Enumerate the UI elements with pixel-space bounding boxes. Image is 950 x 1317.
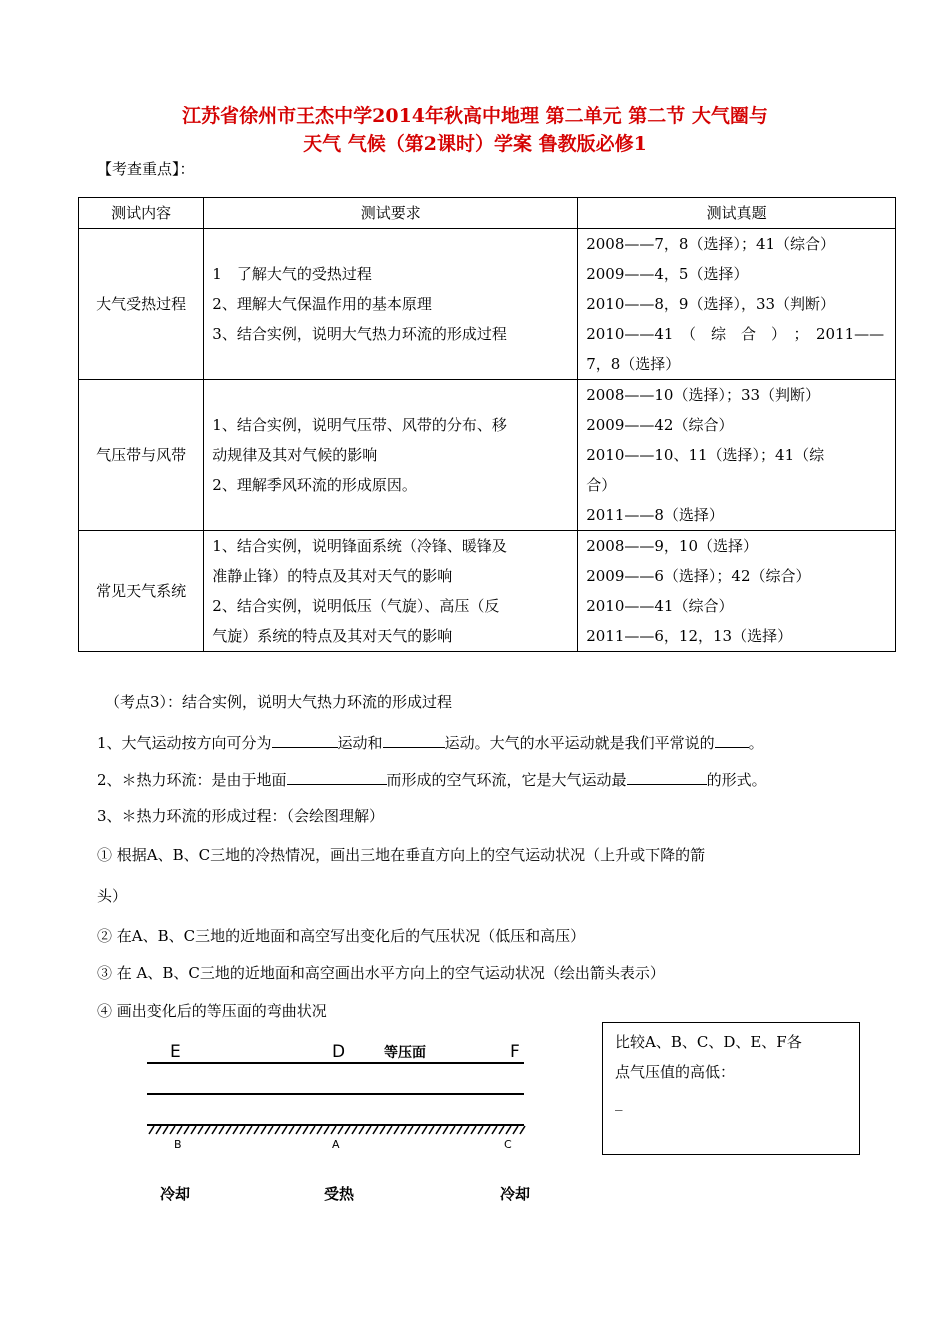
hatch-mark [184, 1126, 189, 1134]
q1-text-a: 1、大气运动按方向可分为 [97, 734, 272, 752]
compare-pressure-box [602, 1022, 860, 1155]
hatch-mark [268, 1126, 273, 1134]
hatch-mark [310, 1126, 315, 1134]
question-line: 2008——10（选择）；33（判断） [586, 386, 821, 404]
question-line: 2008——9，10（选择） [586, 537, 759, 555]
question-line: 合） [586, 476, 617, 494]
hatch-mark [275, 1126, 280, 1134]
row-requirements [204, 380, 578, 531]
requirement-line: 准静止锋）的特点及其对天气的影响 [212, 567, 453, 585]
label-f: F [510, 1042, 520, 1062]
q1-text-d: 。 [748, 734, 764, 752]
q1-text-c: 运动。大气的水平运动就是我们平常说的 [444, 734, 715, 752]
question-line: 7，8（选择） [586, 355, 681, 373]
requirement-line: 气旋）系统的特点及其对天气的影响 [212, 627, 453, 645]
label-cooling-left: 冷却 [160, 1185, 191, 1203]
hatch-mark [338, 1126, 343, 1134]
hatch-mark [191, 1126, 196, 1134]
document-title-line2: 天气 气候（第2课时）学案 鲁教版必修1 [303, 133, 647, 155]
hatch-mark [415, 1126, 420, 1134]
question-line: 2010——8，9（选择），33（判断） [586, 295, 836, 313]
step-2: ② 在A、B、C三地的近地面和高空写出变化后的气压状况（低压和高压） [97, 927, 586, 945]
question-1 [97, 731, 764, 754]
hatch-mark [317, 1126, 322, 1134]
table-header-row [79, 198, 896, 229]
step-3: ③ 在 A、B、C三地的近地面和高空画出水平方向上的空气运动状况（绘出箭头表示） [97, 964, 665, 982]
table-header: 测试内容 [79, 198, 204, 229]
hatch-mark [205, 1126, 210, 1134]
hatch-mark [226, 1126, 231, 1134]
q2-blank-2[interactable] [627, 768, 707, 785]
hatch-mark [394, 1126, 399, 1134]
hatch-mark [366, 1126, 371, 1134]
label-c: C [504, 1138, 512, 1151]
question-line: 2011——8（选择） [586, 506, 724, 524]
step-4: ④ 画出变化后的等压面的弯曲状况 [97, 1002, 327, 1020]
requirement-line: 3、结合实例，说明大气热力环流的形成过程 [212, 325, 507, 343]
thermal-circulation-diagram [140, 1040, 540, 1210]
hatch-mark [345, 1126, 350, 1134]
hatch-mark [163, 1126, 168, 1134]
hatch-mark [513, 1126, 518, 1134]
hatch-mark [324, 1126, 329, 1134]
question-line: 2010——41（综合） [586, 597, 734, 615]
hatch-mark [373, 1126, 378, 1134]
compare-line-1: 比较A、B、C、D、E、F各 [615, 1033, 802, 1051]
focus-label: 【考查重点】： [97, 160, 195, 178]
hatch-mark [289, 1126, 294, 1134]
step-1: ① 根据A、B、C三地的冷热情况，画出三地在垂直方向上的空气运动状况（上升或下降的箭 [97, 846, 706, 864]
hatch-mark [359, 1126, 364, 1134]
hatch-mark [492, 1126, 497, 1134]
hatch-mark [240, 1126, 245, 1134]
hatch-mark [254, 1126, 259, 1134]
question-line: 2010——41 （ 综 合 ） ； 2011—— [586, 325, 885, 343]
requirements-table [78, 197, 896, 652]
hatch-mark [233, 1126, 238, 1134]
table-row [79, 531, 896, 652]
hatch-mark [485, 1126, 490, 1134]
hatch-mark [177, 1126, 182, 1134]
row-requirements [204, 229, 578, 380]
row-requirements [204, 531, 578, 652]
table-row [79, 229, 896, 380]
isobar-label: 等压面 [384, 1045, 426, 1061]
requirement-line: 2、理解大气保温作用的基本原理 [212, 295, 432, 313]
hatch-mark [352, 1126, 357, 1134]
table-row [79, 380, 896, 531]
row-questions [578, 380, 896, 531]
hatch-mark [457, 1126, 462, 1134]
question-line: 2009——4，5（选择） [586, 265, 749, 283]
q1-text-b: 运动和 [337, 734, 383, 752]
hatch-mark [212, 1126, 217, 1134]
q2-text-b: 而形成的空气环流，它是大气运动最 [386, 771, 627, 789]
hatch-mark [261, 1126, 266, 1134]
label-d: D [332, 1042, 346, 1062]
row-content: 常见天气系统 [79, 531, 204, 652]
hatch-mark [520, 1126, 525, 1134]
requirement-line: 1、结合实例，说明气压带、风带的分布、移 [212, 416, 507, 434]
q2-blank-1[interactable] [287, 768, 387, 785]
requirement-line: 2、理解季风环流的形成原因。 [212, 476, 417, 494]
hatch-mark [198, 1126, 203, 1134]
kaodian-heading: （考点3）：结合实例，说明大气热力环流的形成过程 [105, 693, 453, 711]
hatch-mark [156, 1126, 161, 1134]
ground-hatching [149, 1126, 525, 1134]
hatch-mark [247, 1126, 252, 1134]
table-header: 测试真题 [578, 198, 896, 229]
requirement-line: 动规律及其对气候的影响 [212, 446, 378, 464]
label-heating: 受热 [324, 1185, 355, 1203]
question-line: 2009——42（综合） [586, 416, 734, 434]
hatch-mark [219, 1126, 224, 1134]
label-cooling-right: 冷却 [500, 1185, 531, 1203]
hatch-mark [296, 1126, 301, 1134]
hatch-mark [387, 1126, 392, 1134]
q2-text-a: 2、＊热力环流：是由于地面 [97, 771, 287, 789]
row-content: 大气受热过程 [79, 229, 204, 380]
row-questions [578, 531, 896, 652]
q1-blank-2[interactable] [383, 731, 445, 748]
hatch-mark [401, 1126, 406, 1134]
hatch-mark [506, 1126, 511, 1134]
document-title-line1: 江苏省徐州市王杰中学2014年秋高中地理 第二单元 第二节 大气圈与 [182, 105, 768, 127]
q1-blank-1[interactable] [272, 731, 338, 748]
question-3: 3、＊热力环流的形成过程：（会绘图理解） [97, 807, 385, 825]
label-b: B [174, 1138, 182, 1151]
question-line: 2008——7，8（选择）；41（综合） [586, 235, 836, 253]
hatch-mark [408, 1126, 413, 1134]
hatch-mark [380, 1126, 385, 1134]
requirement-line: 1、结合实例，说明锋面系统（冷锋、暖锋及 [212, 537, 507, 555]
row-questions [578, 229, 896, 380]
row-content: 气压带与风带 [79, 380, 204, 531]
diagram-lines [140, 1060, 540, 1180]
requirement-line: 2、结合实例，说明低压（气旋）、高压（反 [212, 597, 500, 615]
q2-text-c: 的形式。 [706, 771, 767, 789]
hatch-mark [331, 1126, 336, 1134]
hatch-mark [170, 1126, 175, 1134]
hatch-mark [443, 1126, 448, 1134]
hatch-mark [303, 1126, 308, 1134]
hatch-mark [149, 1126, 154, 1134]
q1-blank-3[interactable] [715, 731, 749, 748]
compare-line-2: 点气压值的高低： [615, 1063, 736, 1081]
hatch-mark [436, 1126, 441, 1134]
question-2 [97, 768, 767, 791]
label-a: A [332, 1138, 340, 1151]
hatch-mark [471, 1126, 476, 1134]
compare-answer-line[interactable]: _ [615, 1093, 623, 1111]
hatch-mark [499, 1126, 504, 1134]
table-header: 测试要求 [204, 198, 578, 229]
hatch-mark [478, 1126, 483, 1134]
label-e: E [170, 1042, 181, 1062]
requirement-line: 1 了解大气的受热过程 [212, 265, 372, 283]
hatch-mark [422, 1126, 427, 1134]
question-line: 2010——10、11（选择）；41（综 [586, 446, 825, 464]
hatch-mark [464, 1126, 469, 1134]
question-line: 2011——6，12，13（选择） [586, 627, 793, 645]
hatch-mark [282, 1126, 287, 1134]
hatch-mark [429, 1126, 434, 1134]
step-1-cont: 头） [97, 887, 128, 905]
question-line: 2009——6（选择）；42（综合） [586, 567, 811, 585]
hatch-mark [450, 1126, 455, 1134]
